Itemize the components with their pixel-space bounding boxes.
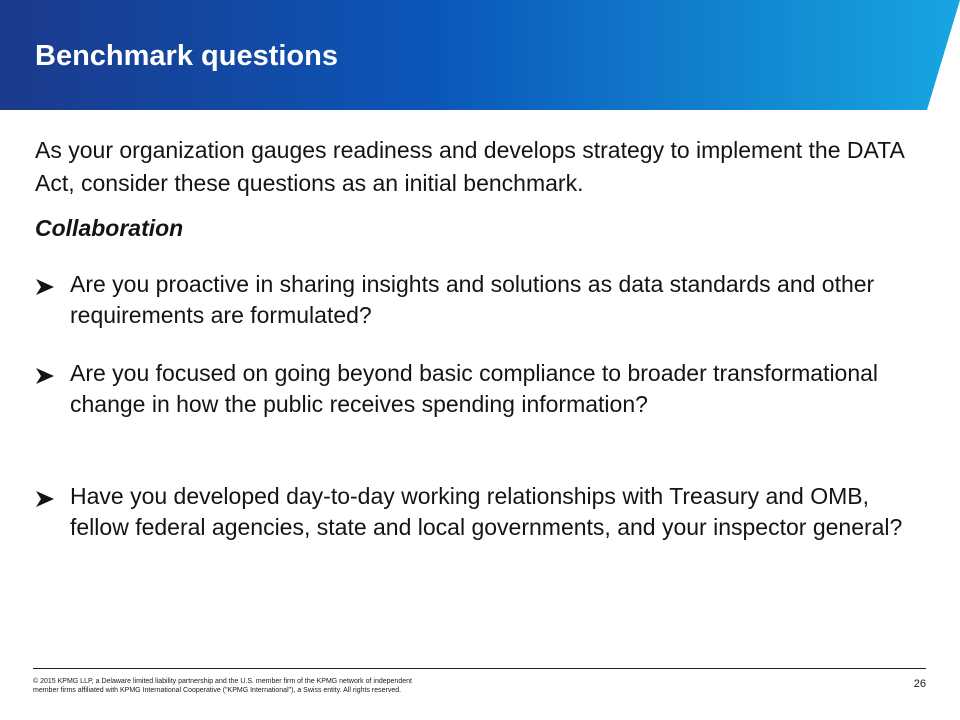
page-title: Benchmark questions	[35, 40, 338, 72]
arrowhead-bullet-icon	[35, 367, 55, 385]
bullet-item	[35, 269, 930, 331]
bullet-text: Have you developed day-to-day working relationships with Treasury and OMB, fellow federal agencies, state and local governments, and your inspector general?	[70, 483, 903, 540]
bullet-item	[35, 481, 930, 543]
arrowhead-bullet-icon	[35, 278, 55, 296]
bullet-item	[35, 358, 930, 420]
bullet-text: Are you proactive in sharing insights and solutions as data standards and other requirements are formulated?	[70, 271, 875, 328]
copyright-line-2: member firms affiliated with KPMG International Cooperative ("KPMG International"), a Swiss entity. All rights reserved.	[33, 687, 402, 694]
bullet-text: Are you focused on going beyond basic compliance to broader transformational change in how the public receives spending information?	[70, 360, 879, 417]
intro-paragraph: As your organization gauges readiness and develops strategy to implement the DATA Act, consider these questions as an initial benchmark.	[35, 137, 904, 196]
footer-copyright	[33, 677, 513, 695]
arrowhead-bullet-icon	[35, 490, 55, 508]
section-heading: Collaboration	[35, 215, 184, 241]
copyright-line-1: © 2015 KPMG LLP, a Delaware limited liability partnership and the U.S. member firm of the KPMG network of independent	[33, 678, 412, 685]
title-bar	[0, 0, 960, 110]
footer-divider	[33, 668, 926, 669]
page-number: 26	[913, 678, 926, 690]
